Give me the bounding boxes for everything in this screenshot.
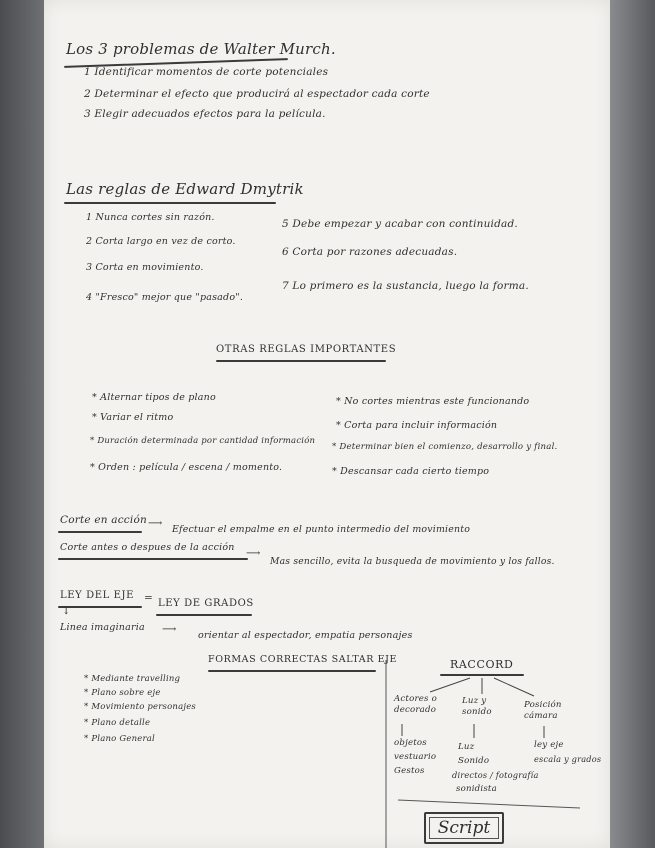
eje-line-label: Linea imaginaria bbox=[60, 622, 145, 633]
raccord-col1-head: Actores o decorado bbox=[394, 694, 437, 715]
raccord-col3-item-1: ley eje bbox=[534, 740, 564, 750]
arrow-right-icon: ⟶ bbox=[246, 548, 261, 559]
raccord-col2-item-2: Sonido bbox=[458, 756, 490, 766]
otras-title: OTRAS REGLAS IMPORTANTES bbox=[216, 344, 397, 355]
formas-item-5: * Plano General bbox=[84, 734, 155, 744]
branch-line-3 bbox=[494, 678, 534, 696]
eje-equals: = bbox=[144, 592, 153, 604]
raccord-col2-item-4: sonidista bbox=[456, 784, 497, 794]
corte-text-2: Mas sencillo, evita la busqueda de movimiento y los fallos. bbox=[270, 556, 555, 567]
formas-item-1: * Mediante travelling bbox=[84, 674, 181, 684]
script-box: Script bbox=[424, 812, 504, 844]
edward-item-1: 1 Nunca cortes sin razón. bbox=[86, 212, 215, 223]
otras-right-4: * Descansar cada cierto tiempo bbox=[332, 466, 490, 477]
raccord-col1-item-1: objetos bbox=[394, 738, 427, 748]
edward-item-4: 4 "Fresco" mejor que "pasado". bbox=[86, 292, 244, 303]
walter-item-2: 2 Determinar el efecto que producirá al espectador cada corte bbox=[84, 88, 430, 100]
eje-title-b: LEY DE GRADOS bbox=[158, 598, 254, 609]
edward-title: Las reglas de Edward Dmytrik bbox=[66, 180, 304, 198]
otras-left-3: * Duración determinada por cantidad información bbox=[90, 436, 316, 446]
walter-item-1: 1 Identificar momentos de corte potenciales bbox=[84, 66, 329, 78]
formas-item-4: * Plano detalle bbox=[84, 718, 151, 728]
raccord-title: RACCORD bbox=[450, 658, 514, 671]
corte-text-1: Efectuar el empalme en el punto intermedio del movimiento bbox=[172, 524, 471, 535]
arrow-right-icon: ⟶ bbox=[148, 518, 163, 529]
raccord-underline bbox=[440, 674, 524, 676]
branch-line-1 bbox=[430, 678, 470, 692]
arrow-right-icon: ⟶ bbox=[162, 624, 177, 635]
edward-item-5: 5 Debe empezar y acabar con continuidad. bbox=[282, 218, 518, 230]
bottom-divider bbox=[398, 800, 580, 808]
walter-title: Los 3 problemas de Walter Murch. bbox=[66, 40, 336, 58]
otras-left-4: * Orden : película / escena / momento. bbox=[90, 462, 283, 473]
formas-title: FORMAS CORRECTAS SALTAR EJE bbox=[208, 654, 398, 665]
eje-line-text: orientar al espectador, empatia personajes bbox=[198, 630, 413, 641]
formas-item-2: * Plano sobre eje bbox=[84, 688, 161, 698]
raccord-col1-item-3: Gestos bbox=[394, 766, 425, 776]
otras-right-3: * Determinar bien el comienzo, desarrollo y final. bbox=[332, 442, 558, 452]
otras-right-1: * No cortes mientras este funcionando bbox=[336, 396, 530, 407]
corte-label-2: Corte antes o despues de la acción bbox=[60, 542, 235, 553]
edward-item-3: 3 Corta en movimiento. bbox=[86, 262, 204, 273]
otras-right-2: * Corta para incluir información bbox=[336, 420, 498, 431]
arrow-down-icon: ↓ bbox=[62, 606, 71, 617]
otras-left-2: * Variar el ritmo bbox=[92, 412, 174, 423]
otras-left-1: * Alternar tipos de plano bbox=[92, 392, 216, 403]
edward-item-6: 6 Corta por razones adecuadas. bbox=[282, 246, 458, 258]
raccord-col3-head: Posición cámara bbox=[524, 700, 562, 721]
edward-item-2: 2 Corta largo en vez de corto. bbox=[86, 236, 236, 247]
corte-label-1: Corte en acción bbox=[60, 514, 147, 526]
raccord-col2-item-3: directos / fotografía bbox=[452, 770, 539, 780]
raccord-col1-item-2: vestuario bbox=[394, 752, 437, 762]
edward-item-7: 7 Lo primero es la sustancia, luego la forma. bbox=[282, 280, 529, 292]
eje-title-a: LEY DEL EJE bbox=[60, 590, 135, 601]
formas-item-3: * Movimiento personajes bbox=[84, 702, 196, 712]
raccord-col3-item-2: escala y grados bbox=[534, 754, 602, 764]
raccord-col2-head: Luz y sonido bbox=[462, 696, 492, 717]
raccord-col2-item-1: Luz bbox=[458, 742, 475, 752]
walter-item-3: 3 Elegir adecuados efectos para la película. bbox=[84, 108, 326, 120]
